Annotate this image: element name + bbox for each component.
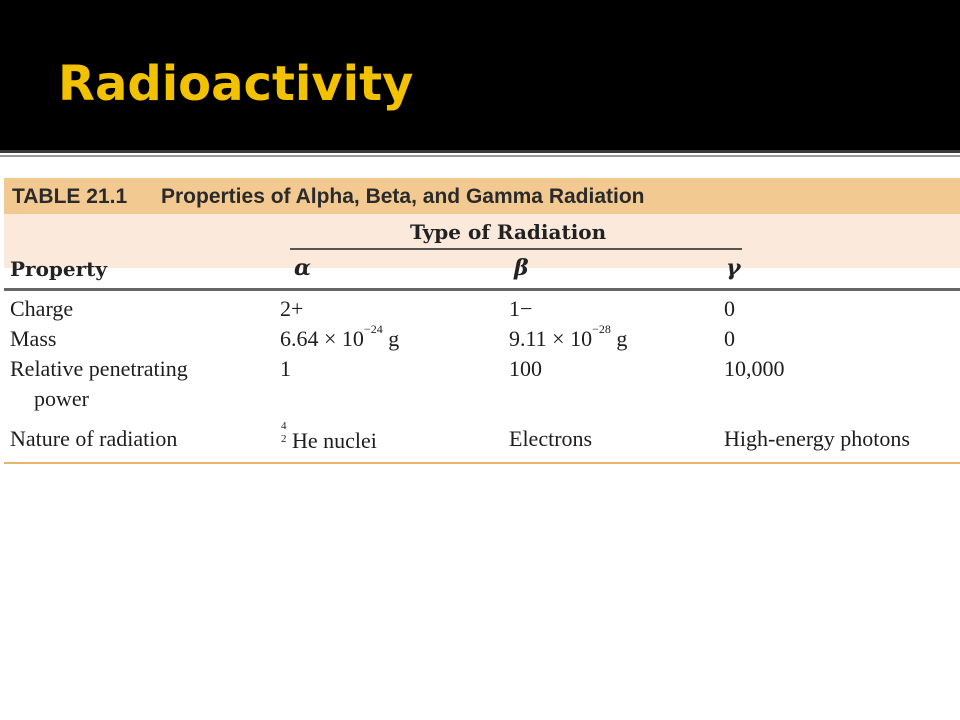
slide-header [0,0,960,150]
row-penetrating-gamma: 10,000 [724,356,785,381]
header-divider-dark [0,150,960,153]
row-charge-gamma: 0 [724,296,735,321]
column-header-property: Property [10,257,108,281]
row-charge-property: Charge [10,296,74,321]
row-penetrating-beta: 100 [509,356,542,381]
row-nature-alpha [280,420,377,454]
row-nature-beta: Electrons [509,426,593,451]
row-mass-beta-unit: g [610,326,628,351]
helium-mass-number: 4 [281,420,287,432]
group-header-underline [290,248,742,250]
row-penetrating-property-line1: Relative penetrating [10,356,188,381]
row-nature-alpha-text: He nuclei [292,428,377,453]
row-mass-alpha-exponent: −24 [363,322,383,336]
column-header-beta: β [514,255,529,281]
table-caption-band [4,178,960,214]
row-penetrating-alpha: 1 [280,356,291,381]
radiation-properties-table [4,178,960,464]
row-nature-gamma: High-energy photons [724,426,910,451]
row-mass-gamma: 0 [724,326,735,351]
row-mass-property: Mass [10,326,57,351]
slide-title: Radioactivity [58,56,414,112]
row-mass-alpha-mantissa: 6.64 × 10 [280,326,364,351]
table-bottom-rule [4,462,960,464]
row-mass-alpha [280,322,400,352]
header-divider-light [0,155,960,157]
row-charge-beta: 1− [509,296,533,321]
helium-atomic-number: 2 [281,433,287,445]
header-bottom-rule [4,288,960,291]
helium-isotope-notation [280,420,292,448]
table-caption-title: Properties of Alpha, Beta, and Gamma Radiation [161,185,645,208]
row-nature-property: Nature of radiation [10,426,178,451]
group-header-type-of-radiation: Type of Radiation [410,220,607,244]
table-caption-number: TABLE 21.1 [12,185,128,208]
column-header-gamma: γ [726,255,741,281]
row-mass-alpha-unit: g [382,326,400,351]
row-charge-alpha: 2+ [280,296,304,321]
row-mass-beta [509,322,628,352]
row-mass-beta-mantissa: 9.11 × 10 [509,326,593,351]
row-mass-beta-exponent: −28 [592,322,611,336]
column-header-alpha: α [294,255,311,281]
row-penetrating-property-line2: power [34,386,89,411]
